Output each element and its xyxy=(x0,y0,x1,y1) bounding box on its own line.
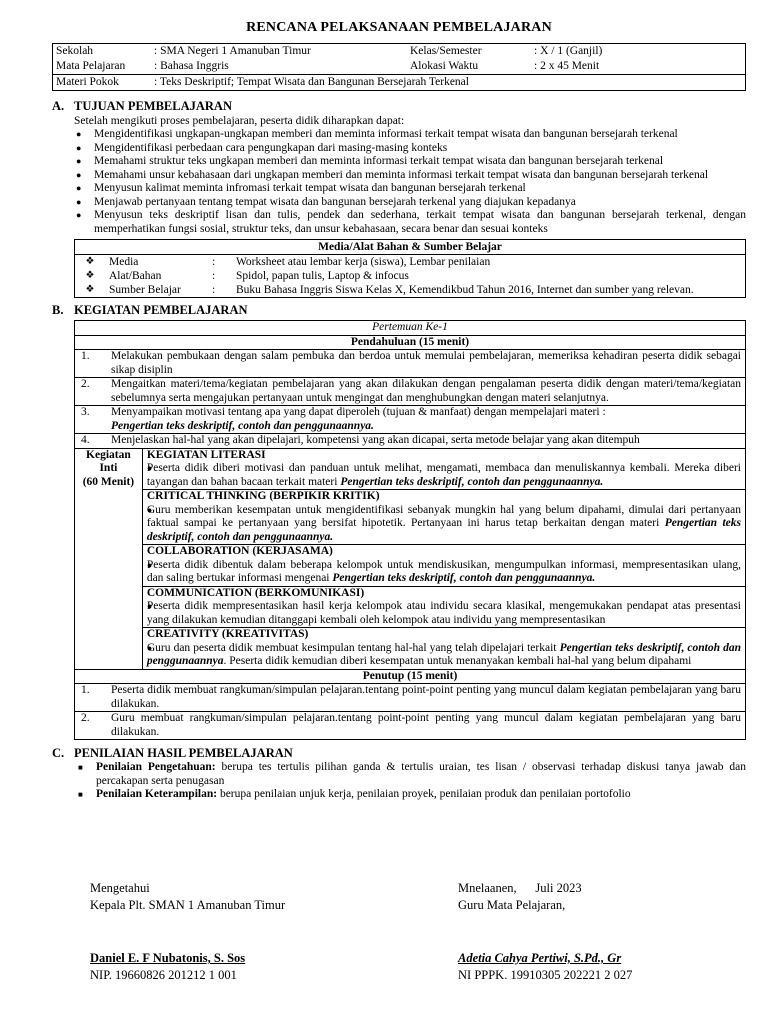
list-item: ● Menjawab pertanyaan tentang tempat wisata dan bangunan bersejarah terkenal yang diajukan kepadanya xyxy=(74,196,746,210)
literasi-heading: KEGIATAN LITERASI xyxy=(142,448,745,462)
materi-label: Materi Pokok xyxy=(53,75,152,91)
list-item: ● Mengidentifikasi ungkapan-ungkapan memberi dan meminta informasi terkait tempat wisata dan bangunan bersejarah terkenal xyxy=(74,128,746,142)
kegiatan-inti-label: Kegiatan Inti (60 Menit) xyxy=(75,448,143,669)
critical-thinking-text: ● Guru memberikan kesempatan untuk mengidentifikasi sebanyak mungkin hal yang belum dipahami, dimulai dari pertanyaan faktual sampai ke pertanyaan yang bersifat hipotetik. Pertanyaan ini harus tetap berkaitan dengan materi Pengertian teks deskriptif, contoh dan penggunaannya. xyxy=(142,504,745,545)
section-a-heading: A. TUJUAN PEMBELAJARAN xyxy=(52,99,232,113)
table-row: 2. Mengaitkan materi/tema/kegiatan pembelajaran yang akan dilakukan dengan pengalaman peserta didik dengan materi/tema/kegiatan sebelumnya serta mengajukan pertanyaan untuk mengingat dan menghubungkan dengan materi selanjutnya. xyxy=(75,378,746,406)
critical-thinking-heading: CRITICAL THINKING (BERPIKIR KRITIK) xyxy=(142,490,745,504)
kelas-value: : X / 1 (Ganjil) xyxy=(534,45,603,57)
table-row: 2. Guru membuat rangkuman/simpulan pelajaran.tentang point-point penting yang muncul dalam kegiatan pembelajaran yang baru dilakukan. xyxy=(75,712,746,740)
section-c-heading: C. PENILAIAN HASIL PEMBELAJARAN xyxy=(52,746,293,760)
media-table-heading: Media/Alat Bahan & Sumber Belajar xyxy=(75,240,746,255)
diamond-bullet-icon: ❖ xyxy=(85,284,95,295)
activities-table xyxy=(74,320,746,740)
table-row: 1. Peserta didik membuat rangkuman/simpulan pelajaran.tentang point-point penting yang muncul dalam kegiatan pembelajaran yang baru dilakukan. xyxy=(75,684,746,712)
list-item: ● Memahami struktur teks ungkapan memberi dan meminta informasi terkait tempat wisata dan bangunan bersejarah terkenal xyxy=(74,155,746,169)
document-title: RENCANA PELAKSANAAN PEMBELAJARAN xyxy=(246,20,552,35)
section-b-heading: B. KEGIATAN PEMBELAJARAN xyxy=(52,303,248,317)
creativity-text: ● Guru dan peserta didik membuat kesimpulan tentang hal-hal yang telah dipelajari terkait Pengertian teks deskriptif, contoh dan penggunaannya. Peserta didik kemudian diberi kesempatan untuk menanyakan kembali hal-hal yang belum dipahami xyxy=(142,642,745,670)
table-row: ❖ Alat/Bahan : Spidol, papan tulis, Laptop & infocus xyxy=(75,269,746,283)
communication-text: ● Peserta didik mempresentasikan hasil kerja kelompok atau individu secara klasikal, mengemukakan pendapat atas presentasi yang dilakukan kemudian ditanggapi kembali oleh kelompok atau individu yang mempresentasikan xyxy=(142,600,745,628)
materi-value: : Teks Deskriptif; Tempat Wisata dan Bangunan Bersejarah Terkenal xyxy=(151,75,746,91)
list-item: ■ Penilaian Pengetahuan: berupa tes tertulis pilihan ganda & tertulis uraian, tes lisan / observasi terhadap diskusi tanya jawab dan percakapan serta penugasan xyxy=(74,761,746,788)
mapel-label: Mata Pelajaran xyxy=(56,60,126,72)
communication-heading: COMMUNICATION (BERKOMUNIKASI) xyxy=(142,586,745,600)
media-table xyxy=(74,239,746,298)
table-row: 3. Menyampaikan motivasi tentang apa yang dapat diperoleh (tujuan & manfaat) dengan mempelajari materi : Pengertian teks deskriptif, contoh dan penggunaannya. xyxy=(75,406,746,434)
assessment-list xyxy=(74,761,746,802)
teacher-id: NI PPPK. 19910305 202221 2 027 xyxy=(458,968,633,982)
table-row: ❖ Media : Worksheet atau lembar kerja (siswa), Lembar penilaian xyxy=(75,255,746,270)
headmaster-id: NIP. 19660826 201212 1 001 xyxy=(90,968,237,982)
alokasi-value: : 2 x 45 Menit xyxy=(534,60,600,72)
pendahuluan-heading: Pendahuluan (15 menit) xyxy=(75,335,746,350)
list-item: ● Menyusun kalimat meminta infromasi terkait tempat wisata dan bangunan bersejarah terkenal xyxy=(74,182,746,196)
headmaster-name: Daniel E. F Nubatonis, S. Sos xyxy=(90,951,246,965)
list-item: ● Memahami unsur kebahasaan dari ungkapan memberi dan meminta informasi terkait tempat wisata dan bangunan bersejarah terkenal xyxy=(74,169,746,183)
identity-table xyxy=(52,43,746,91)
alokasi-label: Alokasi Waktu xyxy=(410,60,479,72)
diamond-bullet-icon: ❖ xyxy=(85,256,95,267)
kelas-label: Kelas/Semester xyxy=(410,45,482,57)
table-row: 1. Melakukan pembukaan dengan salam pembuka dan berdoa untuk memulai pembelajaran, memeriksa kehadiran peserta didik sebagai sikap disiplin xyxy=(75,350,746,378)
mapel-value: : Bahasa Inggris xyxy=(154,60,229,72)
literasi-text: ● Peserta didik diberi motivasi dan panduan untuk melihat, mengamati, membaca dan menuliskannya kembali. Mereka diberi tayangan dan bahan bacaan terkait materi Pengertian teks deskriptif, contoh dan penggunaannya. xyxy=(142,462,745,490)
list-item: ● Mengidentifikasi perbedaan cara pengungkapan dari masing-masing konteks xyxy=(74,142,746,156)
table-row: ❖ Sumber Belajar : Buku Bahasa Inggris Siswa Kelas X, Kemendikbud Tahun 2016, Internet dan sumber yang relevan. xyxy=(75,283,746,298)
pertemuan-label: Pertemuan Ke-1 xyxy=(372,321,448,333)
sekolah-label: Sekolah xyxy=(56,45,94,57)
signature-left: Mengetahui Kepala Plt. SMAN 1 Amanuban Timur Daniel E. F Nubatonis, S. Sos NIP. 19660826 201212 1 001 xyxy=(90,881,286,982)
table-row: 4. Menjelaskan hal-hal yang akan dipelajari, kompetensi yang akan dicapai, serta metode belajar yang akan ditempuh xyxy=(75,434,746,449)
diamond-bullet-icon: ❖ xyxy=(85,270,95,281)
signature-right: Mnelaanen, Juli 2023 Guru Mata Pelajaran, Adetia Cahya Pertiwi, S.Pd., Gr NI PPPK. 19910305 202221 2 027 xyxy=(458,881,633,982)
creativity-heading: CREATIVITY (KREATIVITAS) xyxy=(142,628,745,642)
document-page xyxy=(52,20,746,802)
teacher-name: Adetia Cahya Pertiwi, S.Pd., Gr xyxy=(458,951,622,965)
list-item: ■ Penilaian Keterampilan: berupa penilaian unjuk kerja, penilaian proyek, penilaian produk dan penilaian portofolio xyxy=(74,788,746,802)
penutup-heading: Penutup (15 menit) xyxy=(75,669,746,684)
collaboration-text: ● Peserta didik dibentuk dalam beberapa kelompok untuk mendiskusikan, mengumpulkan informasi, mempresentasikan ulang, dan saling bertukar informasi mengenai Pengertian teks deskriptif, contoh dan penggunaannya. xyxy=(142,559,745,587)
collaboration-heading: COLLABORATION (KERJASAMA) xyxy=(142,545,745,559)
sekolah-value: : SMA Negeri 1 Amanuban Timur xyxy=(154,45,311,57)
section-a-intro: Setelah mengikuti proses pembelajaran, peserta didik diharapkan dapat: xyxy=(74,115,405,127)
learning-objectives-list xyxy=(74,128,746,236)
list-item: ● Menyusun teks deskriptif lisan dan tulis, pendek dan sederhana, terkait tempat wisata dan bangunan bersejarah terkenal, dengan memperhatikan fungsi sosial, struktur teks, dan unsur kebahasaan, secara benar dan sesuai konteks xyxy=(74,209,746,236)
